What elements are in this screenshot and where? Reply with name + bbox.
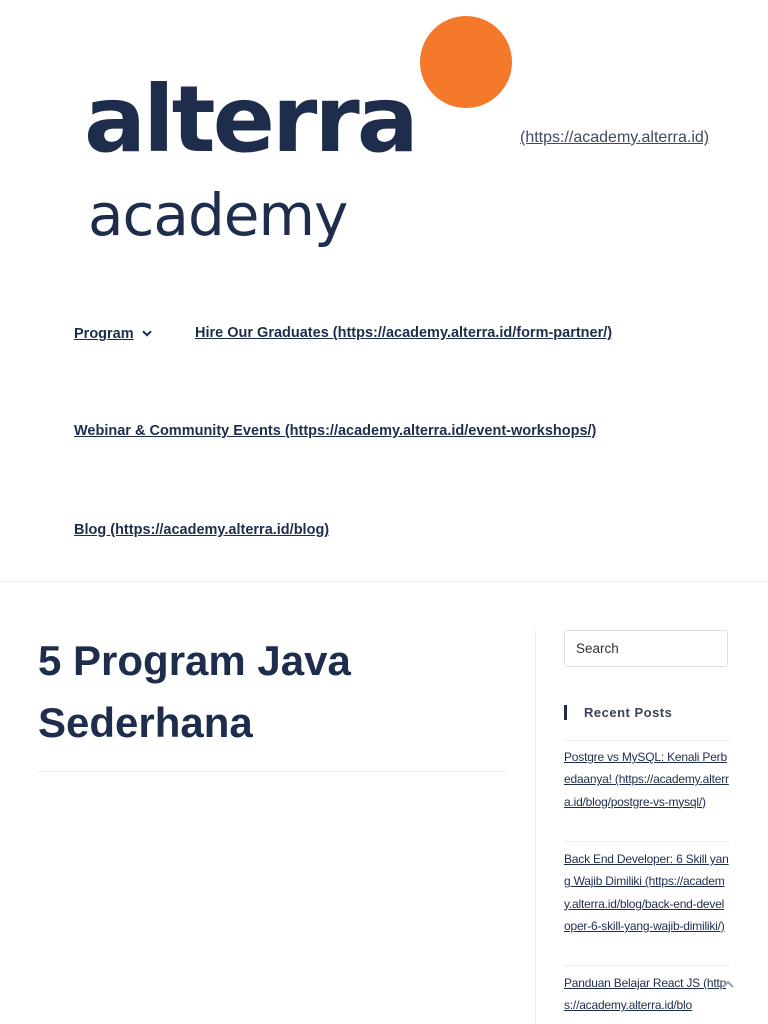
recent-post-link[interactable]: Panduan Belajar React JS (https://academy.alterra.id/blo <box>564 976 727 1013</box>
header-divider <box>0 581 768 582</box>
chevron-down-icon <box>142 325 152 341</box>
search-input[interactable] <box>564 630 728 667</box>
logo-wordmark: alterra <box>84 66 416 173</box>
nav-program-label: Program <box>74 326 134 342</box>
page-title: 5 Program Java Sederhana <box>38 637 351 746</box>
recent-posts-divider <box>564 740 730 741</box>
chevron-up-icon[interactable] <box>722 975 734 991</box>
recent-post-link[interactable]: Postgre vs MySQL: Kenali Perbedaanya! (https://academy.alterra.id/blog/postgre-vs-mysql/) <box>564 750 729 809</box>
nav-blog[interactable]: Blog (https://academy.alterra.id/blog) <box>74 522 330 538</box>
sidebar-divider <box>535 630 536 1024</box>
nav-program[interactable] <box>74 325 152 342</box>
nav-webinar-events[interactable]: Webinar & Community Events (https://academy.alterra.id/event-workshops/) <box>74 423 597 439</box>
brand-logo[interactable] <box>84 14 516 260</box>
post-separator <box>564 965 730 966</box>
nav-hire-graduates[interactable]: Hire Our Graduates (https://academy.alterra.id/form-partner/) <box>195 325 613 341</box>
logo-orange-dot <box>420 16 512 108</box>
recent-post-link[interactable]: Back End Developer: 6 Skill yang Wajib Dimiliki (https://academy.alterra.id/blog/back-end-developer-6-skill-yang-wajib-dimiliki/) <box>564 852 729 933</box>
logo-subtitle: academy <box>88 181 348 249</box>
post-separator <box>564 841 730 842</box>
title-divider <box>38 771 506 772</box>
recent-posts-title: Recent Posts <box>564 705 672 720</box>
home-link[interactable]: (https://academy.alterra.id) <box>520 129 710 146</box>
